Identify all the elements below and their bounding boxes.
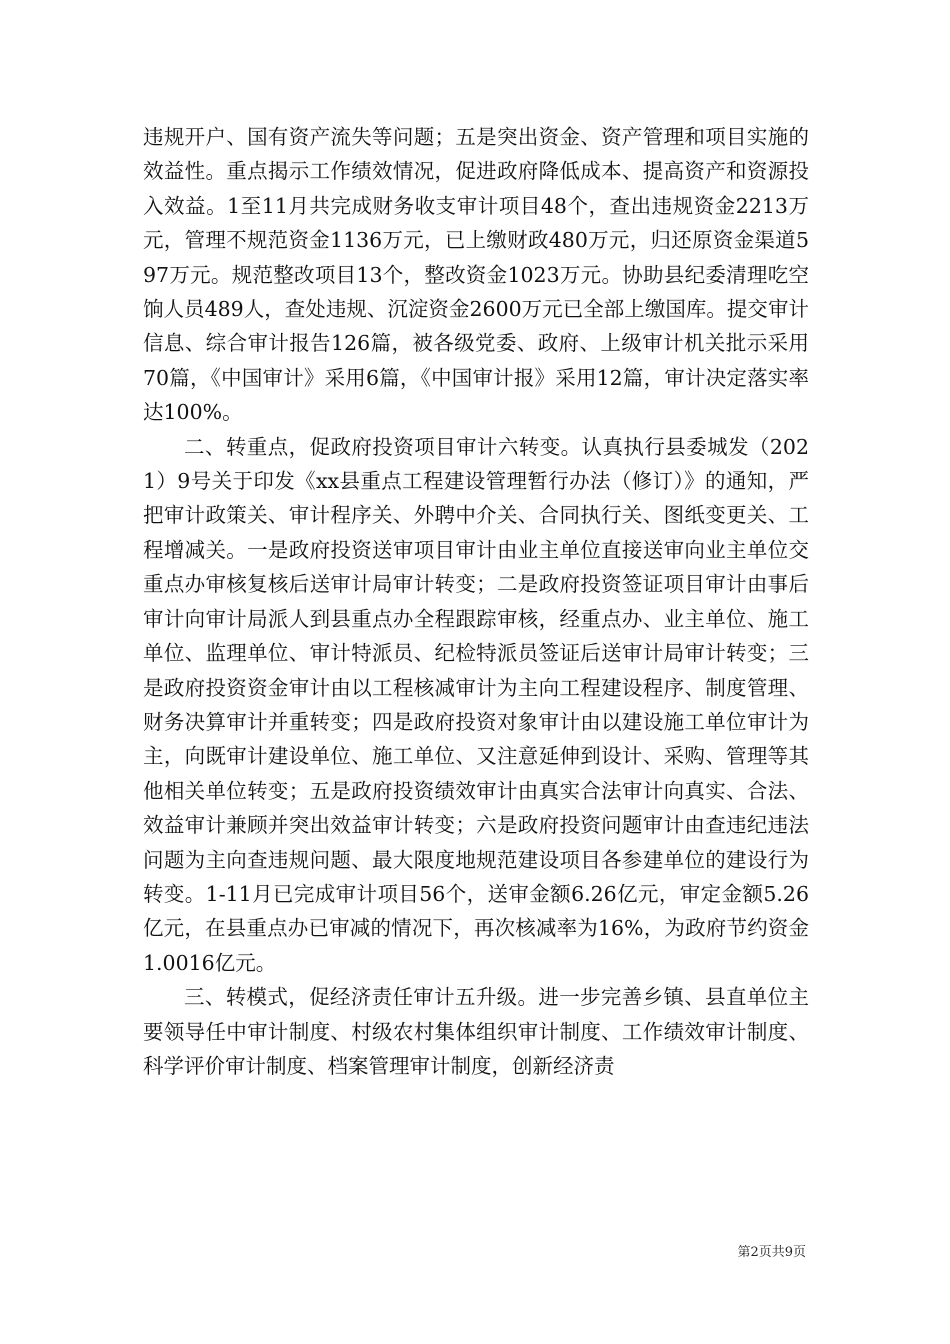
paragraph-continued: 违规开户、国有资产流失等问题；五是突出资金、资产管理和项目实施的效益性。重点揭示工作绩效情况，促进政府降低成本、提高资产和资源投入效益。1至11月共完成财务收支审计项目48个，查出违规资金2213万元，管理不规范资金1136万元，已上缴财政480万元，归还原资金渠道597万元。规范整改项目13个，整改资金1023万元。协助县纪委清理吃空饷人员489人，查处违规、沉淀资金2600万元已全部上缴国库。提交审计信息、综合审计报告126篇，被各级党委、政府、上级审计机关批示采用70篇，《中国审计》采用6篇，《中国审计报》采用12篇，审计决定落实率达100%。 <box>143 125 809 425</box>
paragraph-section-three: 三、转模式，促经济责任审计五升级。进一步完善乡镇、县直单位主要领导任中审计制度、村级农村集体组织审计制度、工作绩效审计制度、科学评价审计制度、档案管理审计制度，创新经济责 <box>143 985 809 1078</box>
document-body <box>143 120 809 1083</box>
page-number-footer: 第2页共9页 <box>737 1245 806 1260</box>
paragraph-section-two: 二、转重点，促政府投资项目审计六转变。认真执行县委城发（2021）9号关于印发《xx县重点工程建设管理暂行办法（修订）》的通知，严把审计政策关、审计程序关、外聘中介关、合同执行关、图纸变更关、工程增减关。一是政府投资送审项目审计由业主单位直接送审向业主单位交重点办审核复核后送审计局审计转变；二是政府投资签证项目审计由事后审计向审计局派人到县重点办全程跟踪审核，经重点办、业主单位、施工单位、监理单位、审计特派员、纪检特派员签证后送审计局审计转变；三是政府投资资金审计由以工程核减审计为主向工程建设程序、制度管理、财务决算审计并重转变；四是政府投资对象审计由以建设施工单位审计为主，向既审计建设单位、施工单位、又注意延伸到设计、采购、管理等其他相关单位转变；五是政府投资绩效审计由真实合法审计向真实、合法、效益审计兼顾并突出效益审计转变；六是政府投资问题审计由查违纪违法问题为主向查违规问题、最大限度地规范建设项目各参建单位的建设行为转变。1-11月已完成审计项目56个，送审金额6.26亿元，审定金额5.26亿元，在县重点办已审减的情况下，再次核减率为16%，为政府节约资金1.0016亿元。 <box>143 434 809 975</box>
